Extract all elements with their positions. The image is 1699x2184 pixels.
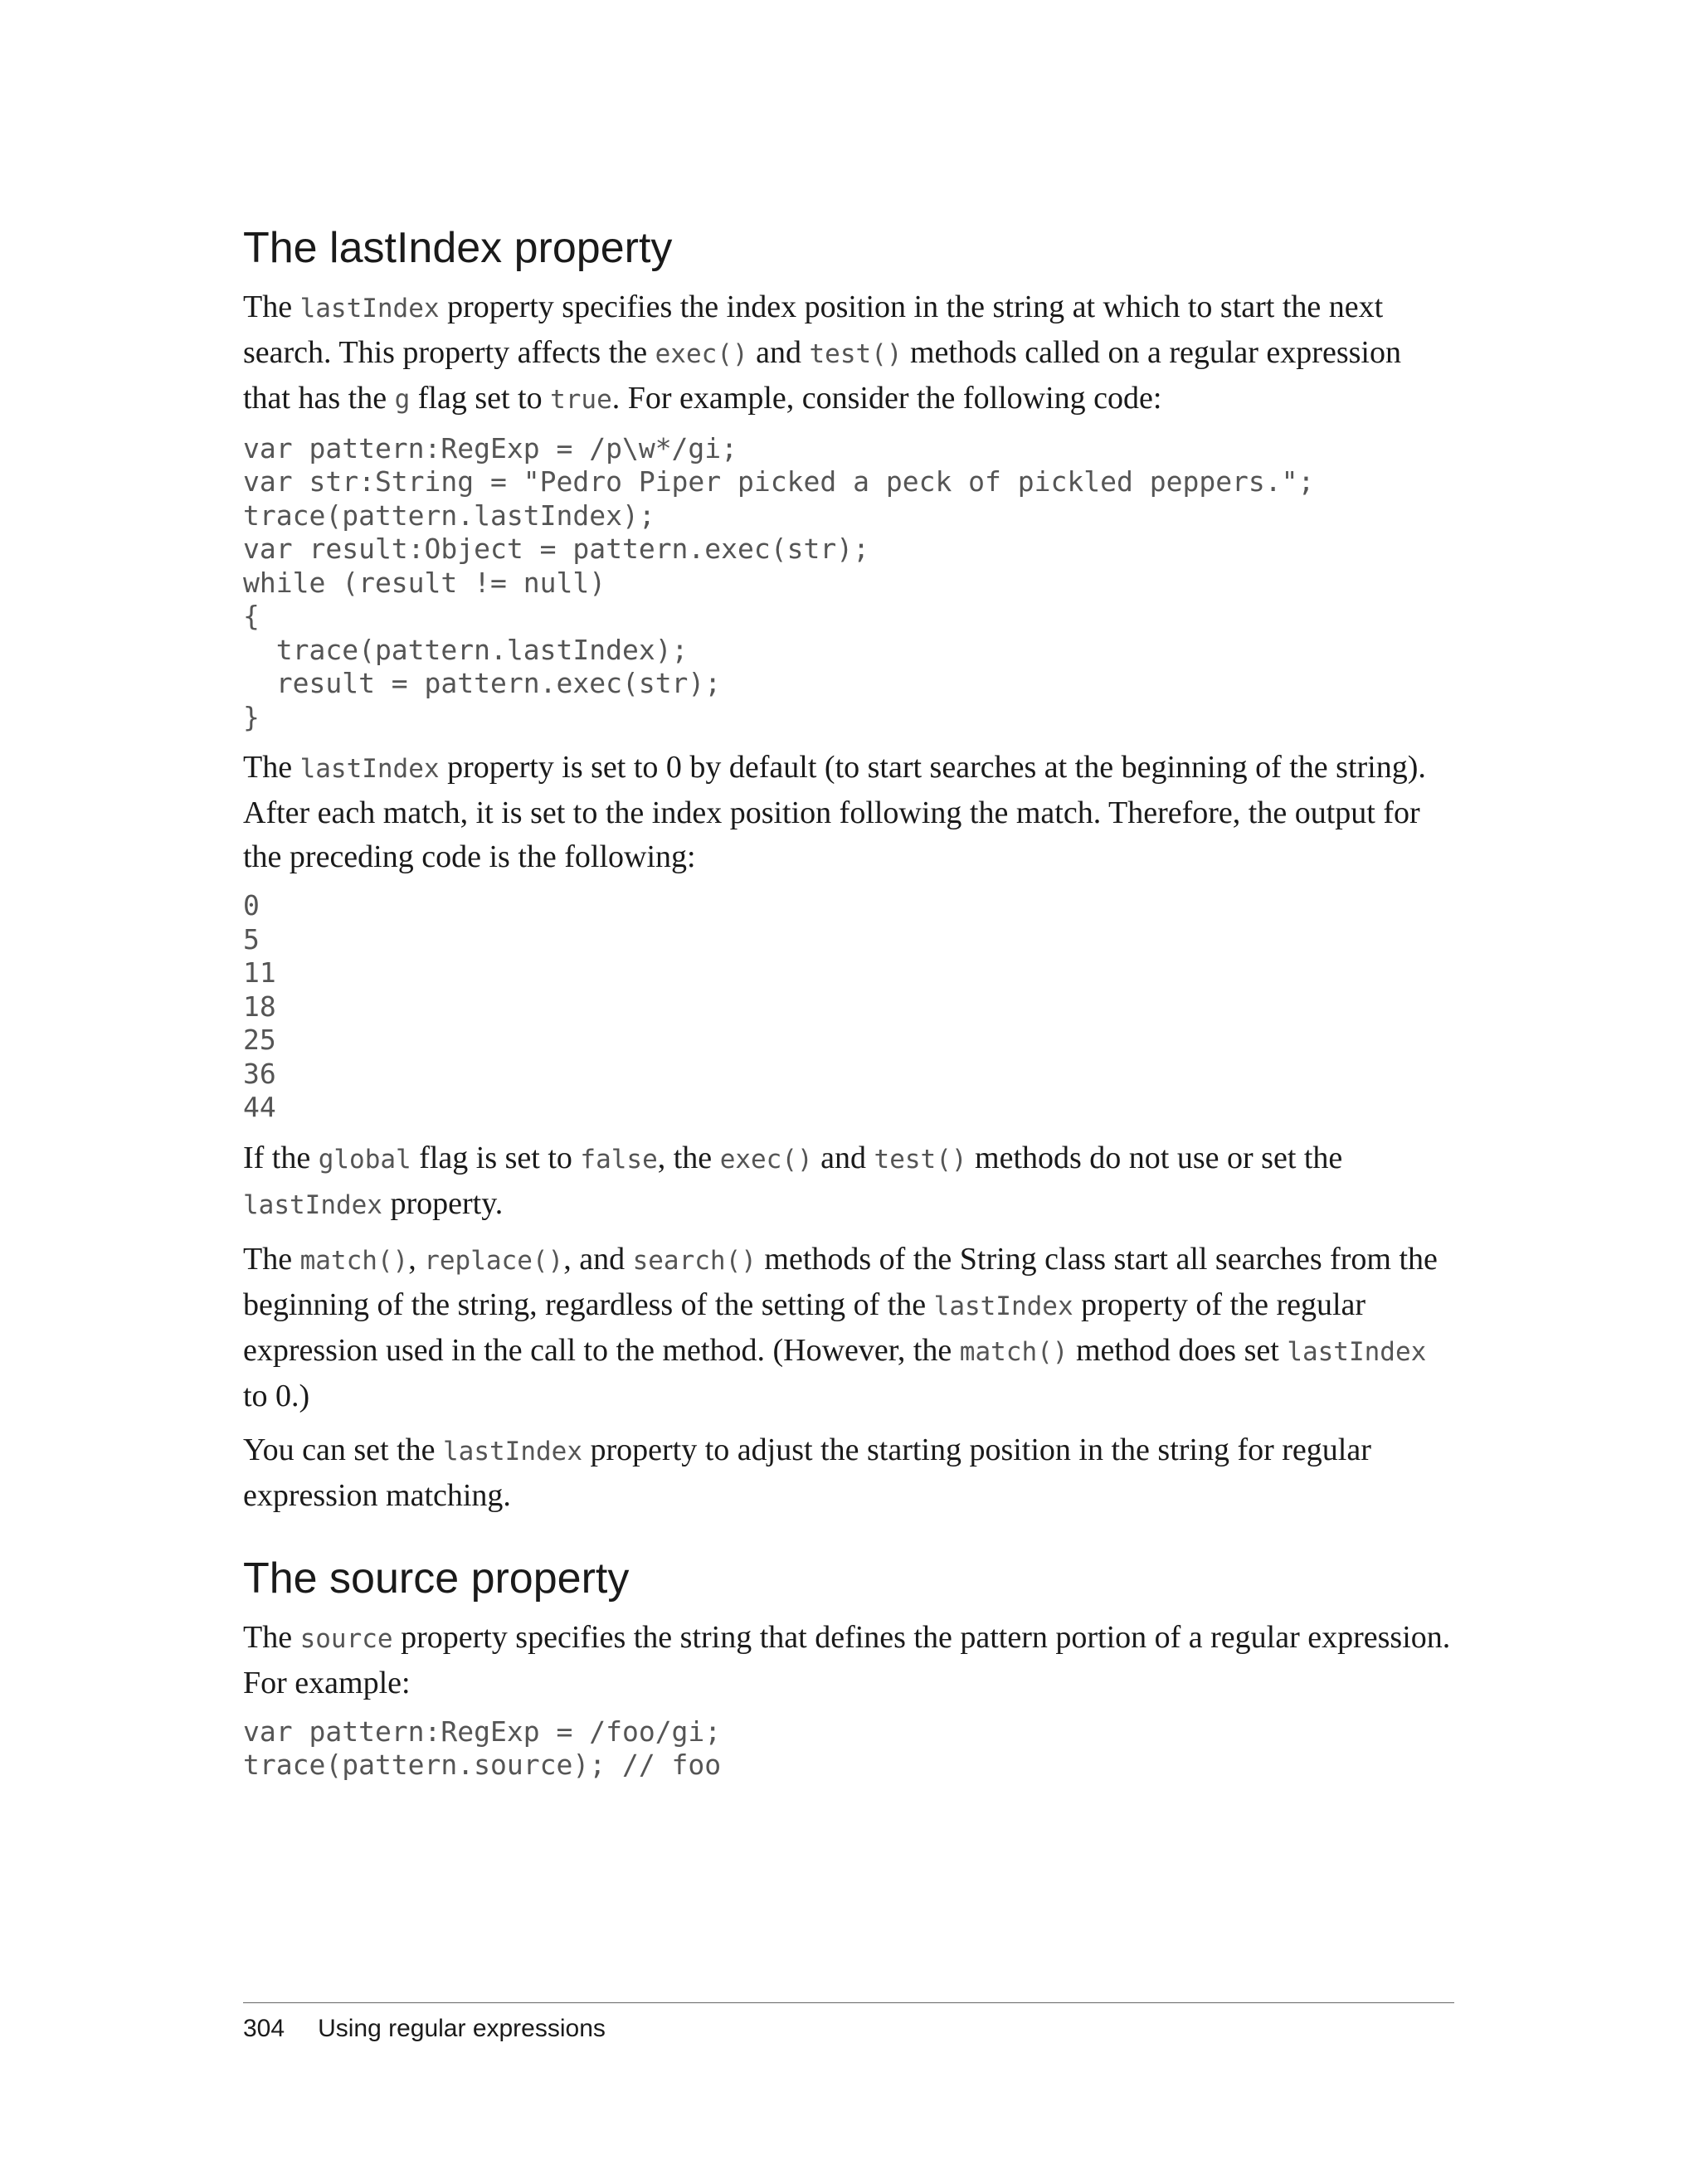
code-line: { [243, 600, 260, 633]
output-line: 36 [243, 1057, 276, 1090]
inline-code: match() [299, 1245, 409, 1276]
output-line: 0 [243, 889, 260, 922]
section-heading-lastindex: The lastIndex property [243, 224, 673, 272]
inline-code: lastIndex [443, 1436, 582, 1467]
inline-code: lastIndex [299, 754, 440, 785]
global-flag-paragraph: If the global flag is set to false, the exec() and test() methods do not use or set the lastIndex property. [243, 1140, 1343, 1221]
output-line: 11 [243, 956, 276, 990]
code-line: trace(pattern.source); // foo [243, 1749, 722, 1782]
inline-code: lastIndex [1287, 1336, 1427, 1367]
output-line: 44 [243, 1091, 276, 1124]
inline-code: test() [874, 1144, 967, 1175]
inline-code: g [394, 384, 411, 415]
code-line: var str:String = "Pedro Piper picked a peck of pickled peppers."; [243, 465, 1315, 499]
section-heading-source: The source property [243, 1554, 630, 1603]
page-footer [243, 2002, 1454, 2043]
code-line: } [243, 700, 260, 733]
code-line: var result:Object = pattern.exec(str); [243, 533, 869, 566]
inline-code: test() [809, 338, 903, 369]
code-line: trace(pattern.lastIndex); [243, 499, 655, 532]
page-content [243, 224, 1454, 1794]
lastindex-default-paragraph: The lastIndex property is set to 0 by default (to start searches at the beginning of the string). After each match, it is set to the index position following the match. Therefore, the output for the preceding code is the following: [243, 750, 1426, 875]
inline-code: lastIndex [299, 293, 440, 323]
inline-code: match() [959, 1336, 1069, 1367]
inline-code: false [580, 1144, 658, 1175]
inline-code: lastIndex [243, 1189, 382, 1220]
inline-code: global [318, 1144, 411, 1175]
code-block-lastindex-example [243, 432, 1454, 735]
string-methods-paragraph: The match(), replace(), and search() methods of the String class start all searches from the beginning of the string, regardless of the setting of the lastIndex property of the regular expression used in the call to the method. (However, the match() method does set lastIndex to 0.) [243, 1241, 1438, 1413]
chapter-title: Using regular expressions [318, 2015, 606, 2042]
lastindex-intro-paragraph: The lastIndex property specifies the index position in the string at which to start the next search. This property affects the exec() and test() methods called on a regular expression that has the g flag set to true. For example, consider the following code: [243, 289, 1401, 416]
code-line: trace(pattern.lastIndex); [243, 633, 689, 666]
code-block-source-example [243, 1715, 1454, 1783]
inline-code: exec() [719, 1144, 813, 1175]
inline-code: replace() [424, 1245, 564, 1276]
code-line: var pattern:RegExp = /foo/gi; [243, 1715, 722, 1748]
page-number: 304 [243, 2015, 285, 2042]
output-line: 18 [243, 990, 276, 1023]
source-intro-paragraph: The source property specifies the string that defines the pattern portion of a regular expression. For example: [243, 1619, 1451, 1700]
inline-code: exec() [655, 338, 748, 369]
code-line: while (result != null) [243, 566, 606, 599]
code-line: var pattern:RegExp = /p\w*/gi; [243, 431, 738, 465]
inline-code: source [299, 1623, 393, 1654]
inline-code: lastIndex [933, 1291, 1073, 1321]
code-block-output [243, 889, 1454, 1125]
output-line: 25 [243, 1024, 276, 1057]
output-line: 5 [243, 922, 260, 956]
inline-code: search() [632, 1245, 757, 1276]
inline-code: true [550, 384, 612, 415]
set-lastindex-paragraph: You can set the lastIndex property to adjust the starting position in the string for regular expression matching. [243, 1432, 1371, 1513]
code-line: result = pattern.exec(str); [243, 667, 722, 700]
